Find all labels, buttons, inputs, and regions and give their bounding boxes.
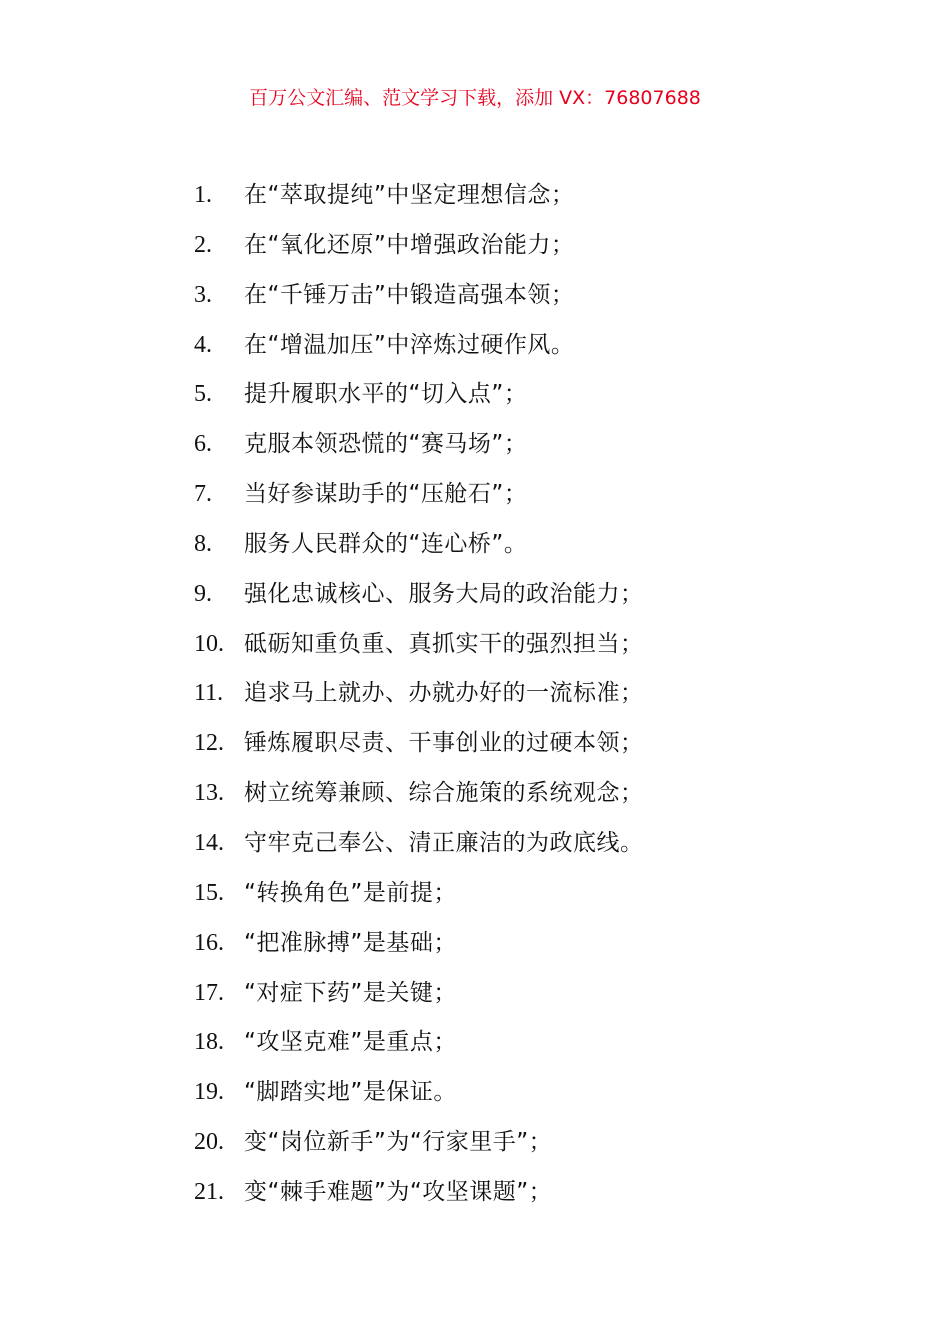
list-item-number: 9. (194, 580, 212, 607)
list-item (194, 624, 644, 674)
numbered-list (194, 175, 644, 1222)
list-item-number: 17. (194, 979, 224, 1006)
list-item-text: 当好参谋助手的“压舱石”； (244, 481, 528, 508)
list-item-text: 在“增温加压”中淬炼过硬作风。 (244, 331, 575, 358)
list-item (194, 873, 644, 923)
list-item-number: 20. (194, 1129, 224, 1156)
list-item-number: 1. (194, 182, 212, 208)
list-item (194, 823, 644, 873)
list-item-number: 2. (194, 231, 212, 258)
list-item (194, 225, 644, 275)
list-item (194, 773, 644, 823)
list-item-text: 在“萃取提纯”中坚定理想信念； (244, 182, 575, 208)
list-item (194, 1172, 644, 1222)
list-item-text: 变“棘手难题”为“攻坚课题”； (244, 1178, 553, 1205)
list-item-text: 锤炼履职尽责、干事创业的过硬本领； (244, 730, 644, 757)
list-item (194, 524, 644, 574)
list-item-number: 5. (194, 381, 212, 408)
list-item-text: “脚踏实地”是保证。 (244, 1079, 457, 1106)
list-item (194, 723, 644, 773)
list-item (194, 673, 644, 723)
list-item-text: 追求马上就办、办就办好的一流标准； (244, 680, 644, 707)
list-item-number: 12. (194, 730, 224, 757)
list-item-number: 15. (194, 879, 224, 906)
list-item-text: 砥砺知重负重、真抓实干的强烈担当； (244, 630, 644, 657)
list-item-number: 21. (194, 1178, 224, 1205)
list-item-text: “把准脉搏”是基础； (244, 929, 457, 956)
list-item (194, 1022, 644, 1072)
list-item-text: 提升履职水平的“切入点”； (244, 381, 528, 408)
list-item-number: 18. (194, 1029, 224, 1056)
list-item-number: 16. (194, 929, 224, 956)
list-item-text: 守牢克己奉公、清正廉洁的为政底线。 (244, 829, 644, 856)
list-item-text: 服务人民群众的“连心桥”。 (244, 530, 528, 557)
list-item-text: “攻坚克难”是重点； (244, 1029, 457, 1056)
list-item-number: 6. (194, 431, 212, 458)
list-item-text: 在“氧化还原”中增强政治能力； (244, 231, 575, 258)
list-item-number: 13. (194, 780, 224, 807)
list-item-text: 变“岗位新手”为“行家里手”； (244, 1129, 553, 1156)
header-watermark-text: 百万公文汇编、范文学习下载，添加 VX：76807688 (249, 87, 701, 109)
list-item-number: 10. (194, 630, 224, 657)
list-item-number: 7. (194, 481, 212, 508)
list-item (194, 1122, 644, 1172)
list-item (194, 275, 644, 325)
list-item (194, 175, 644, 225)
list-item (194, 374, 644, 424)
list-item (194, 923, 644, 973)
list-item-text: 在“千锤万击”中锻造高强本领； (244, 281, 575, 308)
list-item-text: 克服本领恐慌的“赛马场”； (244, 431, 528, 458)
list-item (194, 424, 644, 474)
list-item-number: 14. (194, 829, 224, 856)
list-item-number: 19. (194, 1079, 224, 1106)
list-item-number: 8. (194, 530, 212, 557)
list-item (194, 325, 644, 375)
list-item (194, 973, 644, 1023)
list-item-number: 11. (194, 680, 224, 707)
list-item-text: 树立统筹兼顾、综合施策的系统观念； (244, 780, 644, 807)
list-item-text: 强化忠诚核心、服务大局的政治能力； (244, 580, 644, 607)
list-item (194, 574, 644, 624)
list-item-number: 4. (194, 331, 212, 358)
list-item (194, 1072, 644, 1122)
list-item (194, 474, 644, 524)
list-item-text: “转换角色”是前提； (244, 879, 457, 906)
list-item-text: “对症下药”是关键； (244, 979, 457, 1006)
list-item-number: 3. (194, 281, 212, 308)
